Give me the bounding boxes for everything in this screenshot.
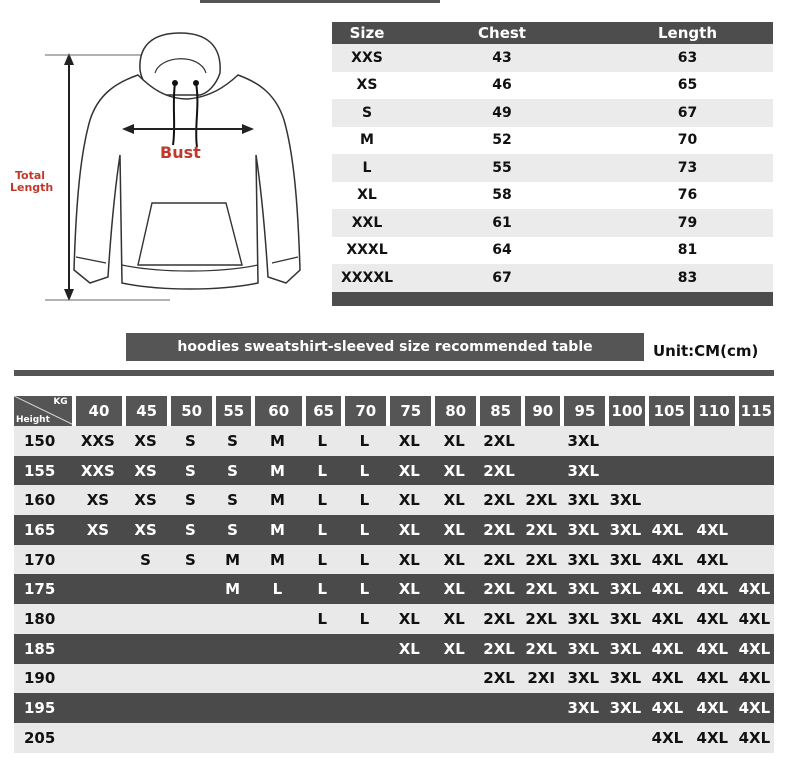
size-row	[332, 127, 773, 155]
size-recommendation-cell: 4XL	[738, 699, 771, 718]
weight-header-cell: 80	[435, 396, 476, 426]
weight-header-cell: 50	[171, 396, 212, 426]
size-cell: S	[361, 104, 373, 121]
size-recommendation-cell: XL	[443, 609, 465, 628]
size-recommendation-cell: XL	[443, 431, 465, 450]
size-recommendation-cell: XL	[398, 580, 420, 599]
weight-header-cell: 95	[564, 396, 605, 426]
rec-table-header	[14, 396, 774, 426]
size-recommendation-cell: L	[317, 491, 328, 510]
size-recommendation-cell: 3XL	[609, 669, 642, 688]
size-recommendation-cell: 4XL	[696, 550, 729, 569]
chest-cell: 67	[492, 269, 512, 286]
length-cell: 65	[677, 77, 698, 94]
size-cell: XXXXL	[340, 269, 394, 286]
size-recommendation-cell: M	[225, 550, 241, 569]
weight-header-cell: 65	[306, 396, 341, 426]
weight-header-cell: 115	[739, 396, 774, 426]
chest-cell: 49	[492, 104, 512, 121]
size-cell: XXS	[351, 49, 383, 66]
size-recommendation-cell: 3XL	[609, 639, 642, 658]
size-recommendation-cell: L	[359, 580, 370, 599]
size-recommendation-cell: 3XL	[567, 431, 600, 450]
size-chart-footer-bar	[332, 292, 773, 306]
size-chart-table	[332, 22, 773, 306]
size-recommendation-cell: 4XL	[696, 699, 729, 718]
weight-header-cell: 90	[525, 396, 560, 426]
table-row	[14, 456, 774, 486]
size-recommendation-cell: 4XL	[651, 580, 684, 599]
size-recommendation-cell: 2XL	[525, 639, 557, 658]
size-recommendation-cell: XL	[398, 550, 420, 569]
size-recommendation-cell: L	[359, 609, 370, 628]
size-recommendation-cell: 4XL	[696, 520, 729, 539]
table-row	[14, 545, 774, 575]
size-recommendation-cell: 3XL	[567, 520, 600, 539]
size-recommendation-cell: XL	[398, 461, 420, 480]
size-cell: XXXL	[346, 242, 388, 259]
table-row	[14, 485, 774, 515]
size-recommendation-cell: 2XL	[483, 431, 515, 450]
size-recommendation-cell: 4XL	[651, 520, 684, 539]
size-recommendation-cell: S	[185, 431, 196, 450]
size-recommendation-cell: 4XL	[696, 580, 729, 599]
height-cell: 180	[24, 609, 56, 628]
table-row	[14, 723, 774, 753]
size-row	[332, 99, 773, 127]
weight-header-cell: 100	[609, 396, 644, 426]
size-cell: M	[360, 132, 374, 149]
size-recommendation-cell: XL	[443, 550, 465, 569]
table-row	[14, 604, 774, 634]
height-cell: 205	[24, 728, 56, 747]
rec-table-body	[14, 426, 774, 753]
size-row	[332, 209, 773, 237]
table-row	[14, 515, 774, 545]
size-recommendation-cell: 4XL	[738, 580, 771, 599]
size-recommendation-cell: S	[185, 491, 196, 510]
table-row	[14, 693, 774, 723]
size-recommendation-cell: XL	[398, 609, 420, 628]
size-recommendation-cell: 3XL	[567, 580, 600, 599]
size-recommendation-cell: 2XL	[483, 550, 515, 569]
size-cell: XXL	[351, 214, 383, 231]
size-recommendation-cell: 3XL	[609, 520, 642, 539]
chest-cell: 55	[492, 159, 512, 176]
size-recommendation-cell: 3XL	[567, 699, 600, 718]
hoodie-drawing	[10, 25, 320, 315]
size-recommendation-cell: L	[317, 609, 328, 628]
size-recommendation-cell: XXS	[80, 431, 115, 450]
size-recommendation-cell: L	[359, 550, 370, 569]
height-cell: 155	[24, 461, 56, 480]
size-recommendation-cell: 4XL	[738, 639, 771, 658]
size-cell: XL	[357, 187, 377, 204]
size-cell: XS	[356, 77, 378, 94]
weight-header-cell: 70	[345, 396, 386, 426]
size-row	[332, 182, 773, 210]
weight-header-cell: 105	[649, 396, 690, 426]
length-cell: 67	[677, 104, 698, 121]
size-recommendation-cell: S	[185, 520, 196, 539]
size-recommendation-cell: 4XL	[651, 669, 684, 688]
size-recommendation-cell: 3XL	[609, 491, 642, 510]
chest-cell: 43	[492, 49, 512, 66]
top-divider-line	[200, 0, 440, 3]
weight-header-cell: 75	[390, 396, 431, 426]
height-cell: 150	[24, 431, 56, 450]
size-recommendation-cell: 4XL	[696, 639, 729, 658]
size-row	[332, 44, 773, 72]
corner-height-label: Height	[16, 415, 50, 425]
table-row	[14, 574, 774, 604]
chest-cell: 46	[492, 77, 512, 94]
size-recommendation-cell: XS	[86, 520, 110, 539]
header-length: Length	[658, 24, 717, 42]
size-recommendation-table	[14, 370, 774, 753]
size-recommendation-cell: L	[317, 461, 328, 480]
size-recommendation-cell: XS	[134, 431, 157, 450]
table-row	[14, 634, 774, 664]
size-recommendation-cell: XL	[443, 639, 465, 658]
chest-cell: 61	[492, 214, 512, 231]
height-cell: 175	[24, 580, 56, 599]
size-recommendation-cell: XL	[398, 639, 420, 658]
size-recommendation-cell: 4XL	[651, 609, 684, 628]
size-recommendation-cell: 2XL	[525, 520, 557, 539]
chest-cell: 52	[492, 132, 512, 149]
size-row	[332, 72, 773, 100]
size-recommendation-cell: L	[317, 550, 328, 569]
length-cell: 83	[677, 269, 698, 286]
size-recommendation-cell: XL	[398, 520, 420, 539]
height-cell: 190	[24, 669, 56, 688]
height-cell: 185	[24, 639, 56, 658]
size-recommendation-cell: 3XL	[567, 461, 600, 480]
corner-cell	[14, 396, 72, 426]
size-recommendation-cell: 4XL	[651, 699, 684, 718]
size-recommendation-cell: M	[269, 461, 285, 480]
size-recommendation-cell: L	[272, 580, 283, 599]
size-recommendation-cell: 2XL	[483, 461, 515, 480]
weight-header-cell: 45	[126, 396, 167, 426]
size-recommendation-cell: 4XL	[651, 550, 684, 569]
size-recommendation-cell: XL	[443, 580, 465, 599]
length-cell: 79	[677, 214, 698, 231]
size-recommendation-cell: S	[227, 461, 238, 480]
size-recommendation-cell: 2XL	[483, 639, 515, 658]
corner-kg-label: KG	[53, 397, 68, 407]
size-chart-header	[332, 22, 773, 44]
size-recommendation-cell: 2XL	[483, 609, 515, 628]
header-size: Size	[349, 24, 385, 42]
size-recommendation-cell: 2XI	[527, 669, 555, 688]
size-recommendation-cell: 4XL	[696, 728, 729, 747]
chest-cell: 64	[492, 242, 512, 259]
height-cell: 160	[24, 491, 56, 510]
size-recommendation-cell: 4XL	[651, 728, 684, 747]
size-recommendation-cell: 2XL	[483, 491, 515, 510]
size-recommendation-cell: 3XL	[567, 491, 600, 510]
weight-header-cell: 85	[480, 396, 521, 426]
size-recommendation-cell: XS	[134, 461, 157, 480]
size-recommendation-cell: 3XL	[609, 609, 642, 628]
length-cell: 70	[677, 132, 698, 149]
length-cell: 76	[677, 187, 698, 204]
height-cell: 170	[24, 550, 56, 569]
size-recommendation-cell: XL	[398, 431, 420, 450]
size-row	[332, 237, 773, 265]
size-recommendation-cell: 4XL	[738, 669, 771, 688]
size-recommendation-cell: XL	[443, 491, 465, 510]
size-recommendation-cell: 3XL	[567, 639, 600, 658]
size-recommendation-cell: XXS	[80, 461, 115, 480]
size-cell: L	[362, 159, 372, 176]
size-recommendation-cell: L	[359, 461, 370, 480]
size-recommendation-cell: S	[185, 461, 196, 480]
size-recommendation-cell: 2XL	[525, 580, 557, 599]
size-recommendation-cell: M	[269, 550, 285, 569]
size-recommendation-cell: L	[317, 431, 328, 450]
size-row	[332, 264, 773, 292]
size-recommendation-cell: S	[227, 431, 238, 450]
chest-cell: 58	[492, 187, 512, 204]
size-recommendation-cell: S	[140, 550, 151, 569]
weight-header-cell: 60	[255, 396, 302, 426]
header-chest: Chest	[478, 24, 526, 42]
size-recommendation-cell: L	[317, 520, 328, 539]
table-row	[14, 426, 774, 456]
size-recommendation-cell: XS	[86, 491, 110, 510]
weight-header-cell: 55	[216, 396, 251, 426]
size-recommendation-cell: 3XL	[567, 669, 600, 688]
size-row	[332, 154, 773, 182]
size-recommendation-cell: L	[359, 491, 370, 510]
length-cell: 73	[677, 159, 698, 176]
bust-label: Bust	[160, 143, 201, 162]
length-cell: 63	[677, 49, 698, 66]
size-chart-body	[332, 44, 773, 292]
size-recommendation-cell: M	[269, 491, 285, 510]
size-recommendation-cell: 2XL	[483, 580, 515, 599]
size-recommendation-cell: M	[269, 431, 285, 450]
size-recommendation-cell: M	[225, 580, 241, 599]
size-recommendation-cell: XS	[134, 520, 157, 539]
weight-header-cell: 110	[694, 396, 735, 426]
size-recommendation-cell: XS	[134, 491, 157, 510]
size-recommendation-cell: 4XL	[696, 669, 729, 688]
size-recommendation-cell: XL	[443, 461, 465, 480]
size-recommendation-cell: S	[227, 520, 238, 539]
size-recommendation-cell: 3XL	[609, 550, 642, 569]
recommend-table-title: hoodies sweatshirt-sleeved size recommended table	[126, 333, 644, 361]
size-recommendation-cell: XL	[398, 491, 420, 510]
size-recommendation-cell: S	[227, 491, 238, 510]
size-recommendation-cell: 4XL	[738, 728, 771, 747]
size-recommendation-cell: 2XL	[483, 669, 515, 688]
unit-label: Unit:CM(cm)	[653, 342, 759, 360]
height-cell: 165	[24, 520, 56, 539]
size-recommendation-cell: L	[359, 520, 370, 539]
hoodie-illustration	[10, 25, 320, 315]
total-length-label: Total Length	[10, 169, 54, 194]
size-recommendation-cell: 3XL	[609, 580, 642, 599]
size-recommendation-cell: S	[185, 550, 196, 569]
size-recommendation-cell: L	[359, 431, 370, 450]
size-recommendation-cell: M	[269, 520, 285, 539]
table-row	[14, 664, 774, 694]
size-recommendation-cell: 4XL	[738, 609, 771, 628]
size-recommendation-cell: 4XL	[651, 639, 684, 658]
size-recommendation-cell: 2XL	[525, 491, 557, 510]
size-recommendation-cell: XL	[443, 520, 465, 539]
size-recommendation-cell: L	[317, 580, 328, 599]
height-cell: 195	[24, 699, 56, 718]
size-recommendation-cell: 2XL	[483, 520, 515, 539]
weight-header-cell: 40	[76, 396, 123, 426]
size-recommendation-cell: 2XL	[525, 550, 557, 569]
size-recommendation-cell: 2XL	[525, 609, 557, 628]
size-recommendation-cell: 3XL	[567, 609, 600, 628]
size-recommendation-cell: 3XL	[609, 699, 642, 718]
length-cell: 81	[677, 242, 698, 259]
size-recommendation-cell: 3XL	[567, 550, 600, 569]
rec-table-top-bar	[14, 370, 774, 376]
size-recommendation-cell: 4XL	[696, 609, 729, 628]
